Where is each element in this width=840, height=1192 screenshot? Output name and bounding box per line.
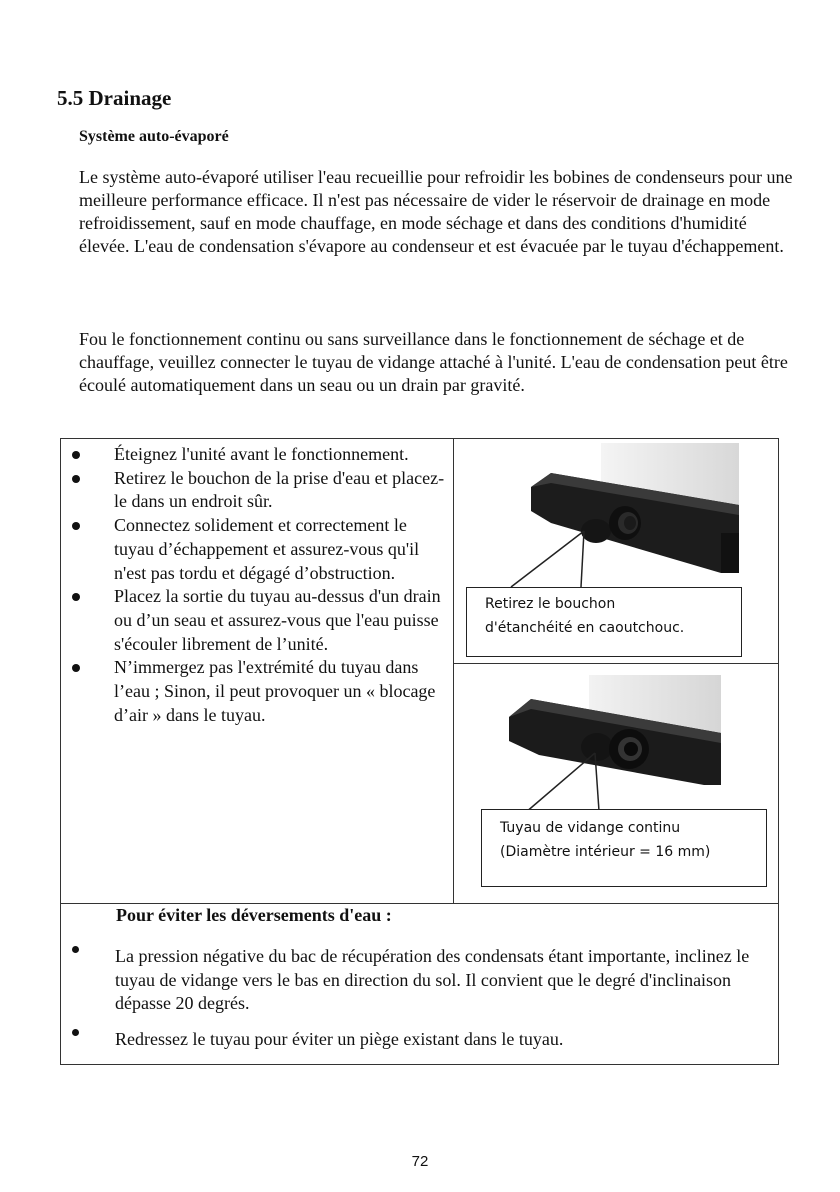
callout-leader-hose bbox=[519, 751, 629, 815]
list-item: Connectez solidement et correctement le tuyau d’échappement et assurez-vous qu'il n'est pas tordu et dégagé d’obstruction. bbox=[61, 514, 451, 585]
bullet-icon bbox=[72, 1029, 79, 1036]
subsection-title: Système auto-évaporé bbox=[79, 128, 229, 145]
page-number: 72 bbox=[411, 1153, 429, 1170]
section-title: 5.5 Drainage bbox=[57, 86, 172, 110]
callout-leader-plug bbox=[501, 529, 611, 589]
paragraph-continuous-drainage: Fou le fonctionnement continu ou sans surveillance dans le fonctionnement de séchage et de chauffage, veuillez connecter le tuyau de vidange attaché à l'unité. L'eau de condensation peut être écoulé automatiquement dans un seau ou un drain par gravité. bbox=[79, 329, 788, 395]
list-item: La pression négative du bac de récupération des condensats étant importante, inclinez le tuyau de vidange vers le bas en direction du sol. Il convient que le degré d'inclinaison dépasse 20 degrés. bbox=[61, 945, 778, 1016]
steps-list bbox=[61, 443, 451, 727]
paragraph-auto-evaporation: Le système auto-évaporé utiliser l'eau recueillie pour refroidir les bobines de condenseurs pour une meilleure performance efficace. Il n'est pas nécessaire de vider le réservoir de drainage en mode refroidissement, sauf en mode chauffage, en mode séchage et dans des conditions d'humidité élevée. L'eau de condensation s'évapore au condenseur et est évacuée par le tuyau d'échappement. bbox=[79, 167, 793, 256]
spill-prevention-list bbox=[61, 945, 778, 1063]
list-item: Placez la sortie du tuyau au-dessus d'un drain ou d’un seau et assurez-vous que l'eau puisse s'écouler librement de l’unité. bbox=[61, 585, 451, 656]
bullet-icon bbox=[72, 451, 80, 459]
instruction-table bbox=[60, 438, 779, 1065]
list-item: Redressez le tuyau pour éviter un piège existant dans le tuyau. bbox=[61, 1028, 778, 1052]
table-divider-images bbox=[453, 663, 779, 664]
bullet-icon bbox=[72, 664, 80, 672]
list-item: N’immergez pas l'extrémité du tuyau dans l’eau ; Sinon, il peut provoquer un « blocage d’air » dans le tuyau. bbox=[61, 656, 451, 727]
bullet-icon bbox=[72, 593, 80, 601]
callout-plug: Retirez le bouchon d'étanchéité en caoutchouc. bbox=[466, 587, 742, 657]
bullet-icon bbox=[72, 522, 80, 530]
table-divider-bottom bbox=[61, 903, 778, 904]
list-item: Éteignez l'unité avant le fonctionnement. bbox=[61, 443, 451, 467]
spill-prevention-title: Pour éviter les déversements d'eau : bbox=[116, 905, 392, 925]
table-divider-vertical bbox=[453, 439, 454, 903]
bullet-icon bbox=[72, 475, 80, 483]
list-item: Retirez le bouchon de la prise d'eau et placez-le dans un endroit sûr. bbox=[61, 467, 451, 514]
bullet-icon bbox=[72, 946, 79, 953]
callout-hose: Tuyau de vidange continu (Diamètre intérieur = 16 mm) bbox=[481, 809, 767, 887]
